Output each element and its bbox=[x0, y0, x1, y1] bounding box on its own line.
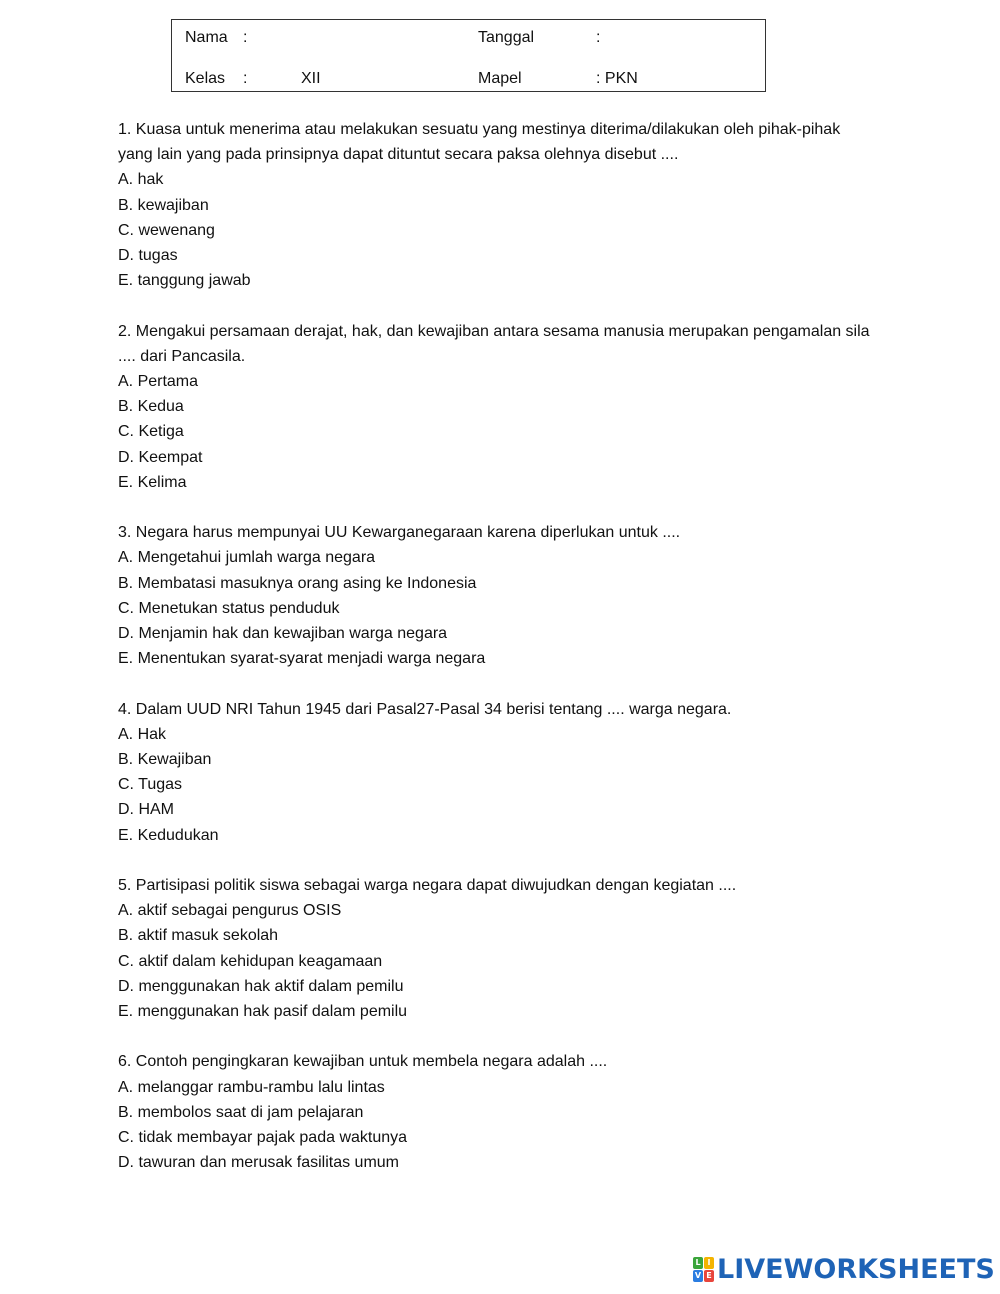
kelas-label: Kelas bbox=[185, 70, 226, 87]
answer-option[interactable]: D. tawuran dan merusak fasilitas umum bbox=[118, 1154, 399, 1172]
answer-option[interactable]: A. Pertama bbox=[118, 373, 199, 391]
answer-option[interactable]: B. Kedua bbox=[118, 398, 184, 416]
mapel-label: Mapel bbox=[478, 70, 522, 87]
question-text: 1. Kuasa untuk menerima atau melakukan sesuatu yang mestinya diterima/dilakukan oleh pihak-pihak yang lain yang pada prinsipnya dapat dituntut secara paksa olehnya disebut .... bbox=[118, 121, 841, 164]
question-4 bbox=[118, 697, 878, 848]
answer-option[interactable]: B. aktif masuk sekolah bbox=[118, 927, 279, 945]
answer-option[interactable]: E. Kelima bbox=[118, 473, 187, 491]
liveworksheets-logo bbox=[693, 1256, 995, 1283]
answer-option[interactable]: E. Kedudukan bbox=[118, 826, 219, 844]
answer-option[interactable]: A. aktif sebagai pengurus OSIS bbox=[118, 902, 342, 920]
logo-mark-tile: I bbox=[704, 1257, 714, 1269]
logo-text: LIVEWORKSHEETS bbox=[717, 1254, 995, 1285]
answer-option[interactable]: D. Keempat bbox=[118, 448, 203, 466]
answer-option[interactable]: B. kewajiban bbox=[118, 196, 209, 214]
kelas-colon: : bbox=[243, 70, 248, 87]
answer-option[interactable]: B. Membatasi masuknya orang asing ke Indonesia bbox=[118, 574, 477, 592]
question-3 bbox=[118, 520, 878, 671]
answer-option[interactable]: D. menggunakan hak aktif dalam pemilu bbox=[118, 977, 404, 995]
answer-option[interactable]: B. membolos saat di jam pelajaran bbox=[118, 1103, 364, 1121]
answer-option[interactable]: C. Tugas bbox=[118, 776, 183, 794]
answer-option[interactable]: A. Hak bbox=[118, 725, 167, 743]
answer-option[interactable]: C. Menetukan status penduduk bbox=[118, 599, 340, 617]
nama-colon: : bbox=[243, 29, 248, 46]
answer-option[interactable]: C. Ketiga bbox=[118, 423, 184, 441]
tanggal-colon: : bbox=[596, 29, 601, 46]
logo-mark-tile: V bbox=[694, 1271, 702, 1280]
answer-option[interactable]: A. Mengetahui jumlah warga negara bbox=[118, 549, 376, 567]
logo-mark-tile: E bbox=[704, 1270, 714, 1282]
question-text: 6. Contoh pengingkaran kewajiban untuk membela negara adalah .... bbox=[118, 1053, 608, 1071]
answer-option[interactable]: E. tanggung jawab bbox=[118, 272, 251, 290]
answer-option[interactable]: C. tidak membayar pajak pada waktunya bbox=[118, 1129, 408, 1147]
question-text: 3. Negara harus mempunyai UU Kewarganegaraan karena diperlukan untuk .... bbox=[118, 524, 681, 542]
nama-label: Nama bbox=[185, 29, 228, 46]
question-text: 4. Dalam UUD NRI Tahun 1945 dari Pasal27-Pasal 34 berisi tentang .... warga negara. bbox=[118, 700, 732, 718]
answer-option[interactable]: C. wewenang bbox=[118, 221, 215, 239]
logo-mark-tile: L bbox=[693, 1257, 703, 1269]
question-list bbox=[118, 117, 878, 1201]
tanggal-label: Tanggal bbox=[478, 29, 535, 46]
question-text: 5. Partisipasi politik siswa sebagai warga negara dapat diwujudkan dengan kegiatan .... bbox=[118, 877, 737, 895]
answer-option[interactable]: D. tugas bbox=[118, 247, 178, 265]
logo-mark-icon bbox=[693, 1257, 714, 1282]
student-info-box bbox=[171, 19, 766, 92]
kelas-value: XII bbox=[301, 70, 321, 87]
question-2 bbox=[118, 319, 878, 495]
answer-option[interactable]: E. Menentukan syarat-syarat menjadi warga negara bbox=[118, 650, 486, 668]
question-text: 2. Mengakui persamaan derajat, hak, dan kewajiban antara sesama manusia merupakan pengamalan sila .... dari Pancasila. bbox=[118, 322, 870, 365]
answer-option[interactable]: D. HAM bbox=[118, 801, 174, 819]
answer-option[interactable]: A. hak bbox=[118, 171, 164, 189]
question-6 bbox=[118, 1049, 878, 1175]
question-1 bbox=[118, 117, 878, 293]
answer-option[interactable]: D. Menjamin hak dan kewajiban warga negara bbox=[118, 625, 448, 643]
answer-option[interactable]: B. Kewajiban bbox=[118, 751, 212, 769]
question-5 bbox=[118, 873, 878, 1024]
answer-option[interactable]: A. melanggar rambu-rambu lalu lintas bbox=[118, 1078, 385, 1096]
mapel-value: : PKN bbox=[596, 70, 638, 87]
answer-option[interactable]: E. menggunakan hak pasif dalam pemilu bbox=[118, 1003, 408, 1021]
answer-option[interactable]: C. aktif dalam kehidupan keagamaan bbox=[118, 952, 383, 970]
